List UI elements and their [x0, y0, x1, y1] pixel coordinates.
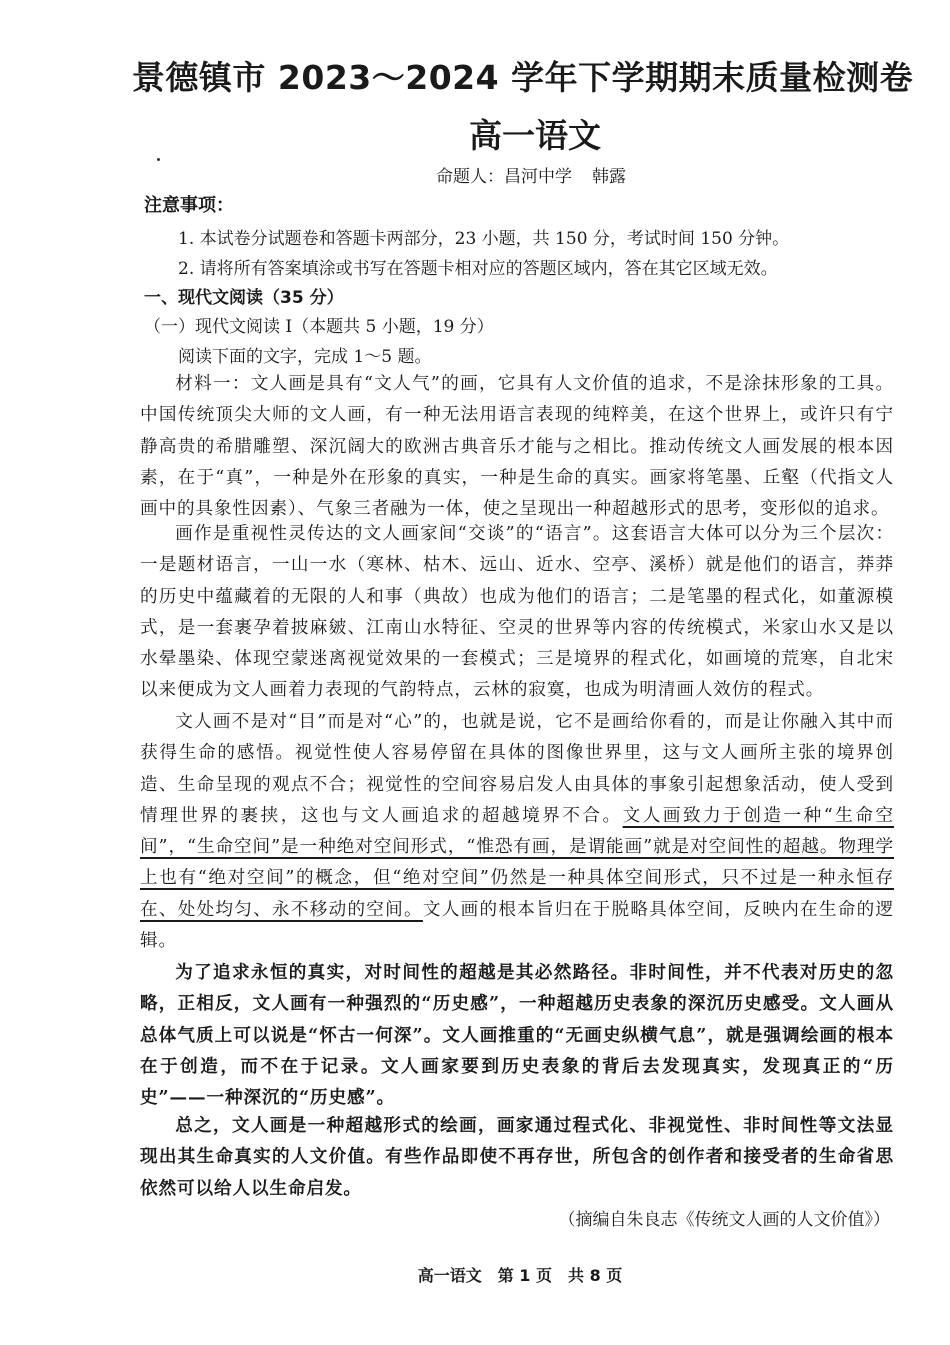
author-line: [436, 162, 626, 187]
section-title: 一、现代文阅读（35 分）: [144, 288, 344, 308]
paragraph-3-end: 文人画的根本旨归在于脱略具体空间，反映内在生命的逻辑。: [140, 899, 894, 952]
passage-paragraph-3: [140, 707, 894, 957]
exam-title: 景德镇市 2023～2024 学年下学期期末质量检测卷: [131, 58, 914, 97]
passage-paragraph-5: 总之，文人画是一种超越形式的绘画，画家通过程式化、非视觉性、非时间性等文法显现出其生命真实的人文价值。有些作品即使不再存世，所包含的创作者和接受者的生命省思依然可以给人以生命启发。: [140, 1115, 894, 1199]
notice-item-2: 2. 请将所有答案填涂或书写在答题卡相对应的答题区域内，答在其它区域无效。: [178, 259, 778, 279]
passage-paragraph-1: 材料一：文人画是具有“文人气”的画，它具有人文价值的追求，不是涂抹形象的工具。中国传统顶尖大师的文人画，有一种无法用语言表现的纯粹美，在这个世界上，或许只有宁静高贵的希腊雕塑、深沉阔大的欧洲古典音乐才能与之相比。推动传统文人画发展的根本因素，在于“真”，一种是外在形象的真实，一种是生命的真实。画家将笔墨、丘壑（代指文人画中的具象性因素）、气象三者融为一体，使之呈现出一种超越形式的思考，变形似的追求。: [140, 374, 894, 520]
subsection-title: （一）现代文阅读 I（本题共 5 小题，19 分）: [144, 317, 494, 337]
author-name: 韩露: [592, 167, 626, 187]
reading-instruction: 阅读下面的文字，完成 1～5 题。: [178, 347, 432, 367]
exam-subject: 高一语文: [469, 116, 601, 155]
notice-item-1: 1. 本试卷分试题卷和答题卡两部分，23 小题，共 150 分，考试时间 150 分钟。: [178, 229, 790, 249]
passage-source: （摘编自朱良志《传统文人画的人文价值》）: [558, 1210, 890, 1230]
passage-paragraph-4: 为了追求永恒的真实，对时间性的超越是其必然路径。非时间性，并不代表对历史的忽略，正相反，文人画有一种强烈的“历史感”，一种超越历史表象的深沉历史感受。文人画从总体气质上可以说是“怀古一何深”。文人画推重的“无画史纵横气息”，就是强调绘画的根本在于创造，而不在于记录。文人画家要到历史表象的背后去发现真实，发现真正的“历史”——一种深沉的“历史感”。: [140, 962, 894, 1109]
author-label: 命题人：昌河中学: [436, 167, 572, 187]
passage-paragraph-2: 画作是重视性灵传达的文人画家间“交谈”的“语言”。这套语言大体可以分为三个层次：一是题材语言，一山一水（寒林、枯木、远山、近水、空亭、溪桥）就是他们的语言，莽莽的历史中蕴藏着的无限的人和事（典故）也成为他们的语言；二是笔墨的程式化，如董源模式，是一套裹孕着披麻皴、江南山水特征、空灵的世界等内容的传统模式，米家山水又是以水晕墨染、体现空蒙迷离视觉效果的一套模式；三是境界的程式化，如画境的荒寒，自北宋以来便成为文人画着力表现的气韵特点，云林的寂寞，也成为明清画人效仿的程式。: [140, 524, 894, 701]
underlined-sentence: 文人画致力于创造一种“生命空间”，“生命空间”是一种绝对空间形式，“惟恐有画，是谓能画”就是对空间性的超越。物理学上也有“绝对空间”的概念，但“绝对空间”仍然是一种具体空间形式，只不过是一种永恒存在、处处均匀、永不移动的空间。: [140, 805, 894, 920]
page-footer: 高一语文 第 1 页 共 8 页: [417, 1266, 623, 1285]
speck-mark: [157, 158, 160, 161]
notice-heading: 注意事项：: [144, 195, 234, 216]
paragraph-3-start: 文人画不是对“目”而是对“心”的，也就是说，它不是画给你看的，而是让你融入其中而获得生命的感悟。视觉性使人容易停留在具体的图像世界里，这与文人画所主张的境界创造、生命呈现的观点不合；视觉性的空间容易启发人由具体的事象引起想象活动，使人受到情理世界的裹挟，这也与文人画追求的超越境界不合。: [140, 712, 894, 826]
